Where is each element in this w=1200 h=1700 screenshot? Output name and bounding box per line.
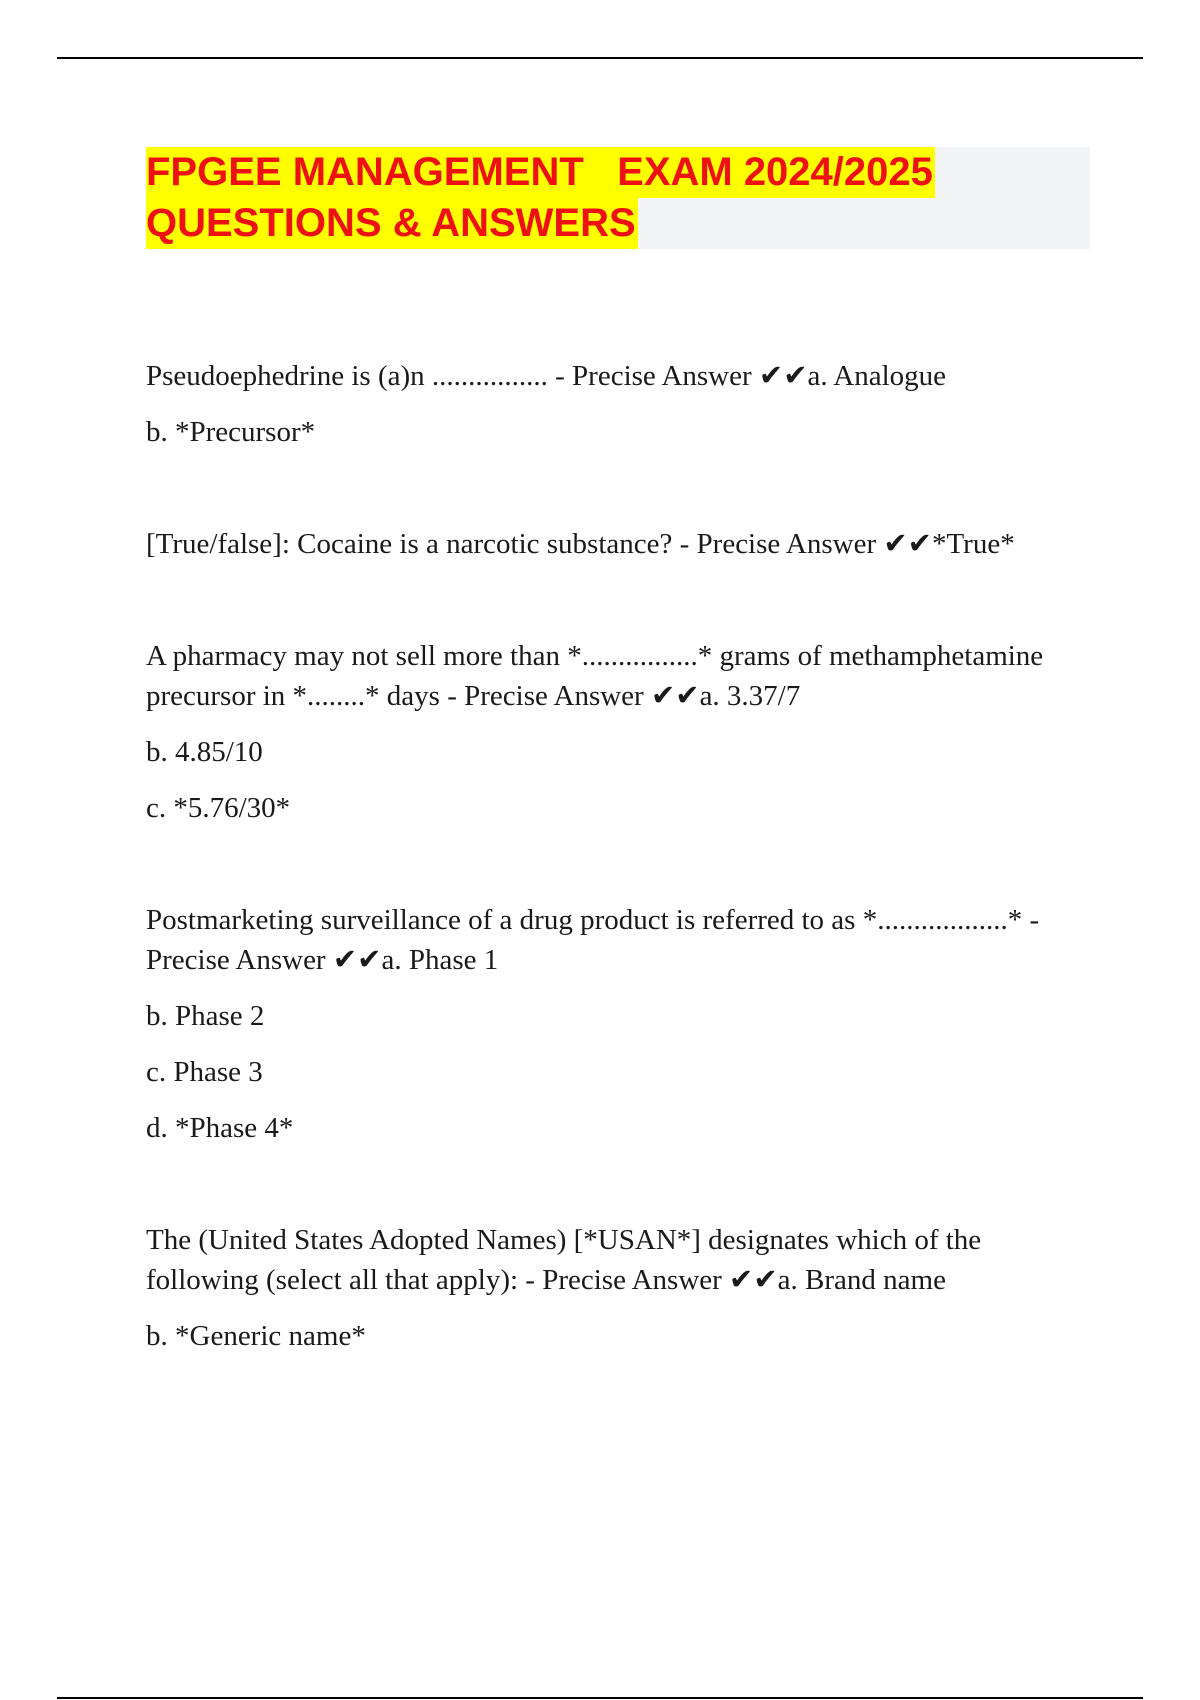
- question-text: Pseudoephedrine is (a)n ................ - Precise Answer ✔✔a. Analogue: [146, 360, 947, 392]
- answer-option: b. *Generic name*: [146, 1320, 366, 1352]
- qa-item: [146, 636, 1096, 828]
- answer-option: c. *5.76/30*: [146, 792, 291, 824]
- question-text: A pharmacy may not sell more than *................* grams of methamphetamine precursor in *........* days - Precise Answer ✔✔a. 3.37/7: [146, 640, 1044, 712]
- title-line-1: FPGEE MANAGEMENT EXAM 2024/2025: [146, 147, 935, 198]
- answer-option: b. Phase 2: [146, 1000, 265, 1032]
- answer-option: c. Phase 3: [146, 1056, 263, 1088]
- footer-rule: [57, 1697, 1143, 1699]
- qa-content: [146, 356, 1096, 1428]
- document-title: [146, 147, 1090, 249]
- answer-option: b. *Precursor*: [146, 416, 316, 448]
- question-text: Postmarketing surveillance of a drug product is referred to as *..................* - Precise Answer ✔✔a. Phase 1: [146, 904, 1040, 976]
- qa-item: [146, 900, 1096, 1148]
- question-text: The (United States Adopted Names) [*USAN*] designates which of the following (select all that apply): - Precise Answer ✔✔a. Brand name: [146, 1224, 982, 1296]
- answer-option: d. *Phase 4*: [146, 1112, 294, 1144]
- title-line-2: QUESTIONS & ANSWERS: [146, 198, 638, 249]
- qa-item: [146, 524, 1096, 564]
- header-rule: [57, 57, 1143, 59]
- answer-option: b. 4.85/10: [146, 736, 263, 768]
- question-text: [True/false]: Cocaine is a narcotic substance? - Precise Answer ✔✔*True*: [146, 528, 1015, 560]
- qa-item: [146, 356, 1096, 452]
- qa-item: [146, 1220, 1096, 1356]
